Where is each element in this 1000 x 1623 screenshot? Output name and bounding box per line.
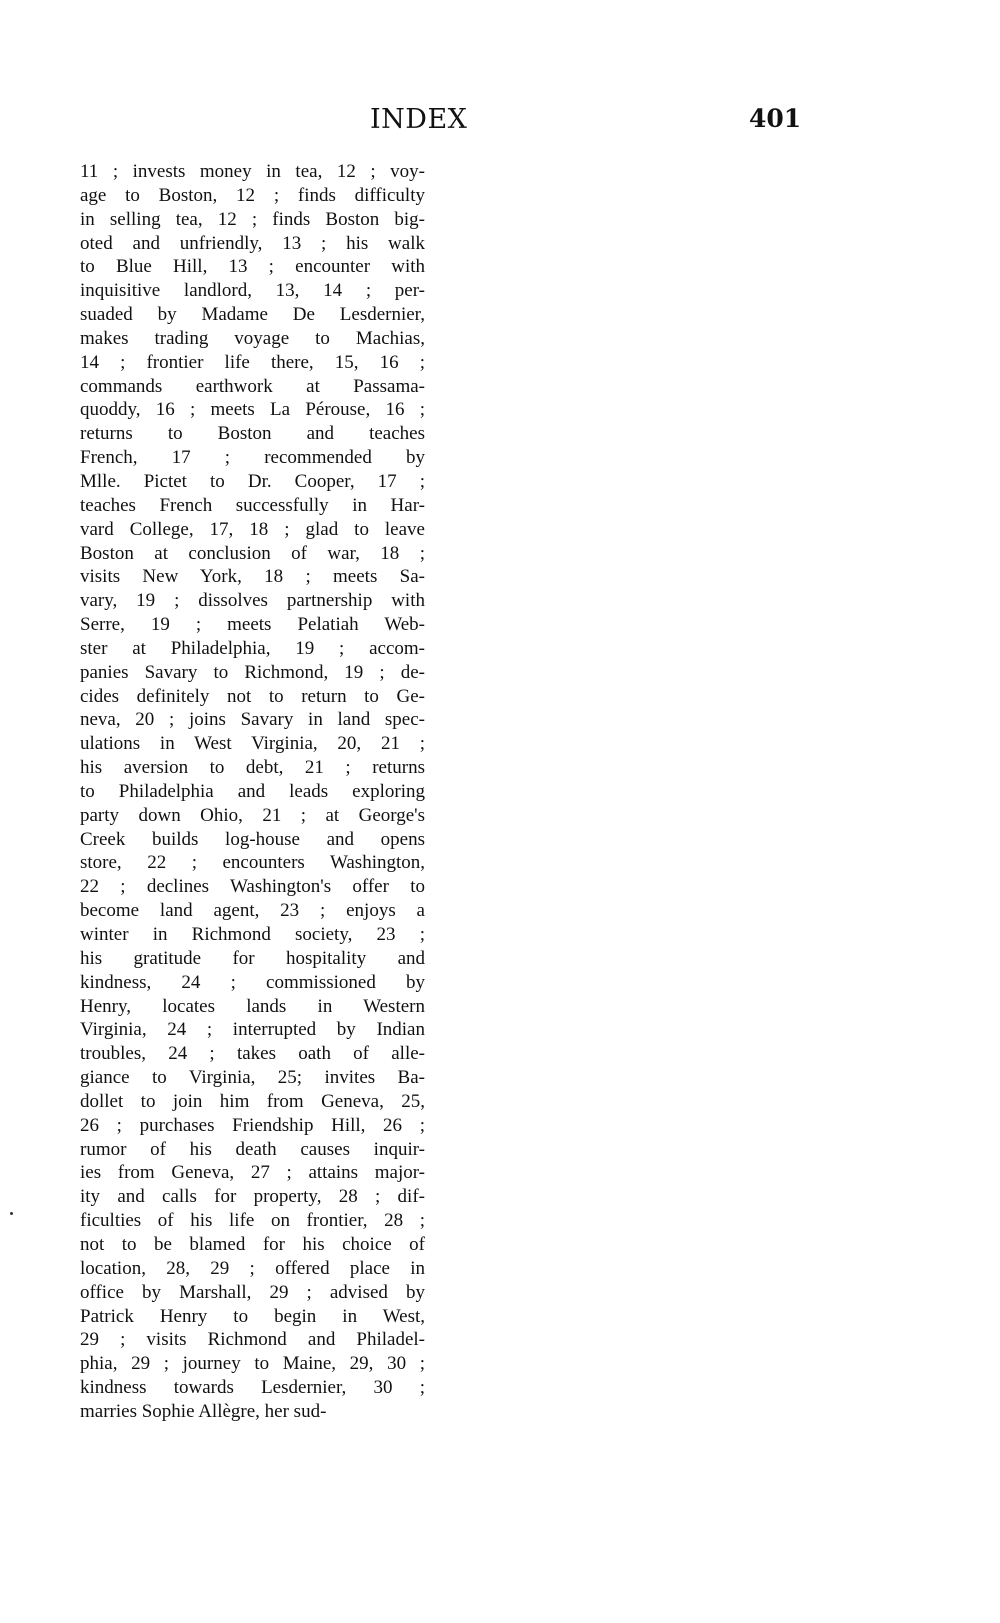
text-line: not to be blamed for his choice of (80, 1233, 425, 1255)
text-line: Mlle. Pictet to Dr. Cooper, 17 ; (80, 470, 425, 492)
text-line: panies Savary to Richmond, 19 ; de- (80, 661, 425, 683)
page-number: 401 (749, 104, 802, 133)
text-line: Virginia, 24 ; interrupted by Indian (80, 1019, 425, 1041)
text-line: Henry, locates lands in Western (80, 995, 425, 1017)
text-line: commands earthwork at Passama- (80, 375, 425, 397)
text-line: rumor of his death causes inquir- (80, 1138, 425, 1160)
text-line: Serre, 19 ; meets Pelatiah Web- (80, 614, 425, 636)
text-line: cides definitely not to return to Ge- (80, 685, 425, 707)
text-line: neva, 20 ; joins Savary in land spec- (80, 709, 425, 731)
text-line: Creek builds log-house and opens (80, 828, 425, 850)
text-line: 22 ; declines Washington's offer to (80, 876, 425, 898)
text-line: quoddy, 16 ; meets La Pérouse, 16 ; (80, 399, 425, 421)
text-line: teaches French successfully in Har- (80, 494, 425, 516)
text-line: in selling tea, 12 ; finds Boston big- (80, 208, 425, 230)
text-line: giance to Virginia, 25; invites Ba- (80, 1067, 425, 1089)
text-line: his gratitude for hospitality and (80, 947, 425, 969)
text-line: vard College, 17, 18 ; glad to leave (80, 518, 425, 540)
text-line: to Blue Hill, 13 ; encounter with (80, 256, 425, 278)
text-line: to Philadelphia and leads exploring (80, 780, 425, 802)
text-line: returns to Boston and teaches (80, 423, 425, 445)
text-line: dollet to join him from Geneva, 25, (80, 1090, 425, 1112)
text-line: troubles, 24 ; takes oath of alle- (80, 1043, 425, 1065)
text-line: phia, 29 ; journey to Maine, 29, 30 ; (80, 1353, 425, 1375)
text-line: age to Boston, 12 ; finds difficulty (80, 184, 425, 206)
text-line: ulations in West Virginia, 20, 21 ; (80, 733, 425, 755)
text-line: location, 28, 29 ; offered place in (80, 1257, 425, 1279)
text-line: kindness towards Lesdernier, 30 ; (80, 1377, 425, 1399)
text-line: oted and unfriendly, 13 ; his walk (80, 232, 425, 254)
text-line: inquisitive landlord, 13, 14 ; per- (80, 280, 425, 302)
text-line: office by Marshall, 29 ; advised by (80, 1281, 425, 1303)
text-line: ity and calls for property, 28 ; dif- (80, 1186, 425, 1208)
text-line: his aversion to debt, 21 ; returns (80, 757, 425, 779)
index-entry-text (80, 160, 425, 1424)
text-line: winter in Richmond society, 23 ; (80, 924, 425, 945)
text-line: store, 22 ; encounters Washington, (80, 852, 425, 874)
text-line: makes trading voyage to Machias, (80, 327, 425, 349)
text-line: Boston at conclusion of war, 18 ; (80, 542, 425, 564)
text-line: French, 17 ; recommended by (80, 447, 425, 469)
text-line: suaded by Madame De Lesdernier, (80, 304, 425, 326)
running-head (0, 104, 1000, 144)
text-line: kindness, 24 ; commissioned by (80, 971, 425, 993)
text-line: vary, 19 ; dissolves partnership with (80, 590, 425, 612)
text-line: visits New York, 18 ; meets Sa- (80, 566, 425, 588)
text-line: 26 ; purchases Friendship Hill, 26 ; (80, 1114, 425, 1136)
stray-ink-mark (10, 1212, 13, 1215)
text-line: party down Ohio, 21 ; at George's (80, 804, 425, 826)
text-line: become land agent, 23 ; enjoys a (80, 900, 425, 922)
text-line: ies from Geneva, 27 ; attains major- (80, 1162, 425, 1184)
text-line: ster at Philadelphia, 19 ; accom- (80, 637, 425, 659)
page-title: INDEX (370, 104, 468, 135)
text-line: Patrick Henry to begin in West, (80, 1305, 425, 1327)
text-line: marries Sophie Allègre, her sud- (80, 1400, 327, 1422)
text-line: 11 ; invests money in tea, 12 ; voy- (80, 161, 425, 182)
text-line: ficulties of his life on frontier, 28 ; (80, 1210, 425, 1232)
text-line: 14 ; frontier life there, 15, 16 ; (80, 351, 425, 373)
text-line: 29 ; visits Richmond and Philadel- (80, 1329, 425, 1351)
